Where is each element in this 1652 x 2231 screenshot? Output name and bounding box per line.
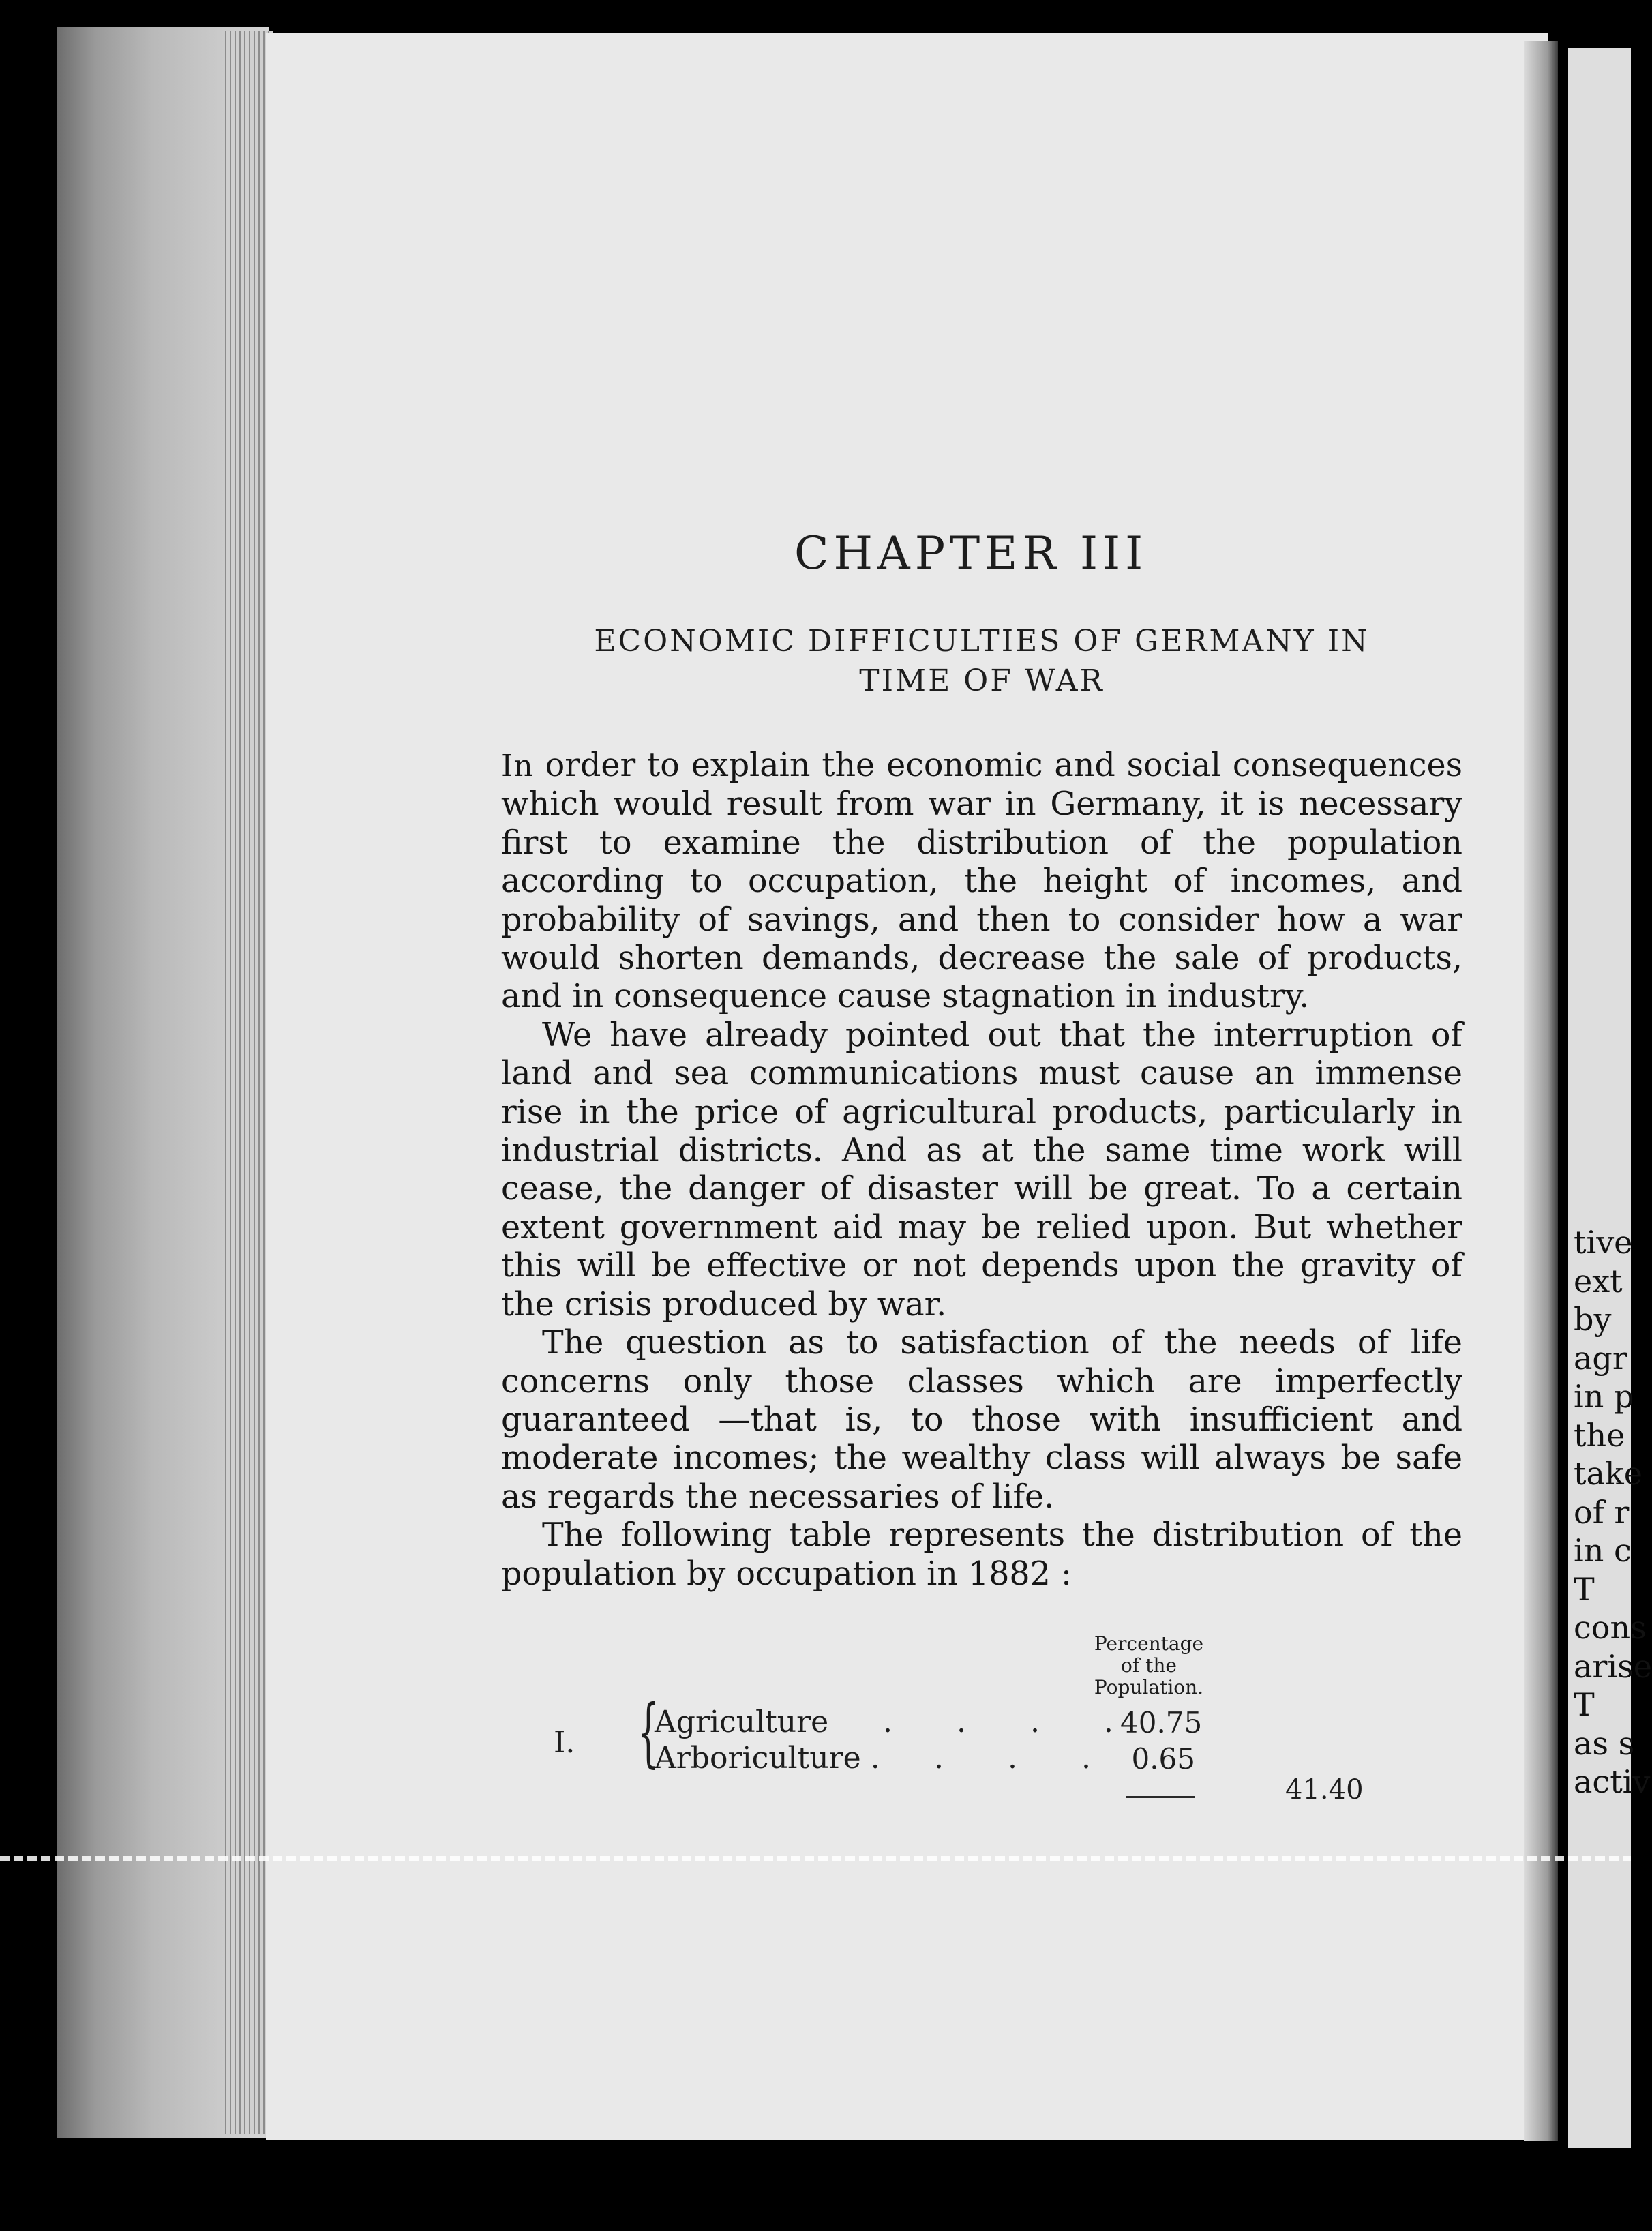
- paragraph-1-text: order to explain the economic and social consequences which would result from war in Germany, it is necessary first to examine the distribution of the population according to occupation, the height of incomes, and probability of savings, and then to consider how a war would shorten demands, decrease the sale of products, and in consequence cause stagnation in industry.: [501, 747, 1462, 1016]
- adjacent-page-line: T: [1574, 1571, 1595, 1608]
- adjacent-page-line: cons: [1574, 1609, 1647, 1646]
- paragraph-3: The question as to satisfaction of the needs of life concerns only those classes which are imperfectly guaranteed —that is, to those with insufficient and moderate incomes; the wealthy class will always be safe as regards the necessaries of life.: [501, 1324, 1462, 1516]
- table-header-line: of the: [1121, 1654, 1177, 1677]
- table-row-label: Agriculture: [655, 1705, 829, 1739]
- adjacent-page-line: by: [1574, 1301, 1612, 1338]
- paragraph-2: We have already pointed out that the interruption of land and sea communications must cause an immense rise in the price of agricultural products, particularly in industrial districts. And as at the same time work will cease, the danger of disaster will be great. To a certain extent government aid may be relied upon. But whether this will be effective or not depends upon the gravity of the crisis produced by war.: [501, 1016, 1462, 1323]
- chapter-title: [559, 622, 1405, 701]
- table-row-leader: . . . .: [883, 1705, 1141, 1739]
- table-header-line: Percentage: [1094, 1632, 1204, 1655]
- table-column-header: [1064, 1633, 1234, 1698]
- adjacent-page-line: arise: [1574, 1648, 1652, 1685]
- table-group-number: I.: [554, 1725, 575, 1760]
- paragraph-4: The following table represents the distribution of the population by occupation in 1882 :: [501, 1516, 1462, 1593]
- adjacent-page-line: activ: [1574, 1763, 1651, 1800]
- chapter-heading: CHAPTER III: [794, 527, 1148, 580]
- chapter-title-line-2: TIME OF WAR: [859, 663, 1105, 698]
- adjacent-page-line: in c: [1574, 1532, 1632, 1569]
- adjacent-page-line: take: [1574, 1455, 1643, 1492]
- table-row-leader: . . .: [934, 1741, 1118, 1776]
- table-group-total: 41.40: [1285, 1774, 1364, 1806]
- table-row-value: 0.65: [1131, 1742, 1195, 1776]
- chapter-title-line-1: ECONOMIC DIFFICULTIES OF GERMANY IN: [594, 624, 1370, 659]
- adjacent-page-line: tive: [1574, 1224, 1633, 1261]
- adjacent-page-line: of r: [1574, 1494, 1630, 1531]
- adjacent-page-line: as s: [1574, 1725, 1635, 1762]
- table-sum-rule: [1126, 1796, 1195, 1798]
- paragraph-1: [501, 747, 1462, 1017]
- adjacent-page-line: the: [1574, 1417, 1625, 1454]
- adjacent-page-fragment: [1568, 48, 1652, 2148]
- table-row-label: Arboriculture .: [655, 1741, 880, 1776]
- table-header-line: Population.: [1094, 1676, 1204, 1698]
- adjacent-page-line: T: [1574, 1686, 1595, 1723]
- adjacent-page-line: in p: [1574, 1378, 1634, 1415]
- book-gutter: [1524, 41, 1558, 2141]
- scan-artifact-line: [0, 1856, 1631, 1861]
- paragraph-lead-word: In: [501, 749, 534, 783]
- adjacent-page-line: ext: [1574, 1263, 1623, 1300]
- adjacent-page-line: agr: [1574, 1340, 1627, 1377]
- table-group-brace: {: [637, 1688, 659, 1776]
- table-row-value: 40.75: [1120, 1706, 1203, 1739]
- body-text: [501, 747, 1462, 1593]
